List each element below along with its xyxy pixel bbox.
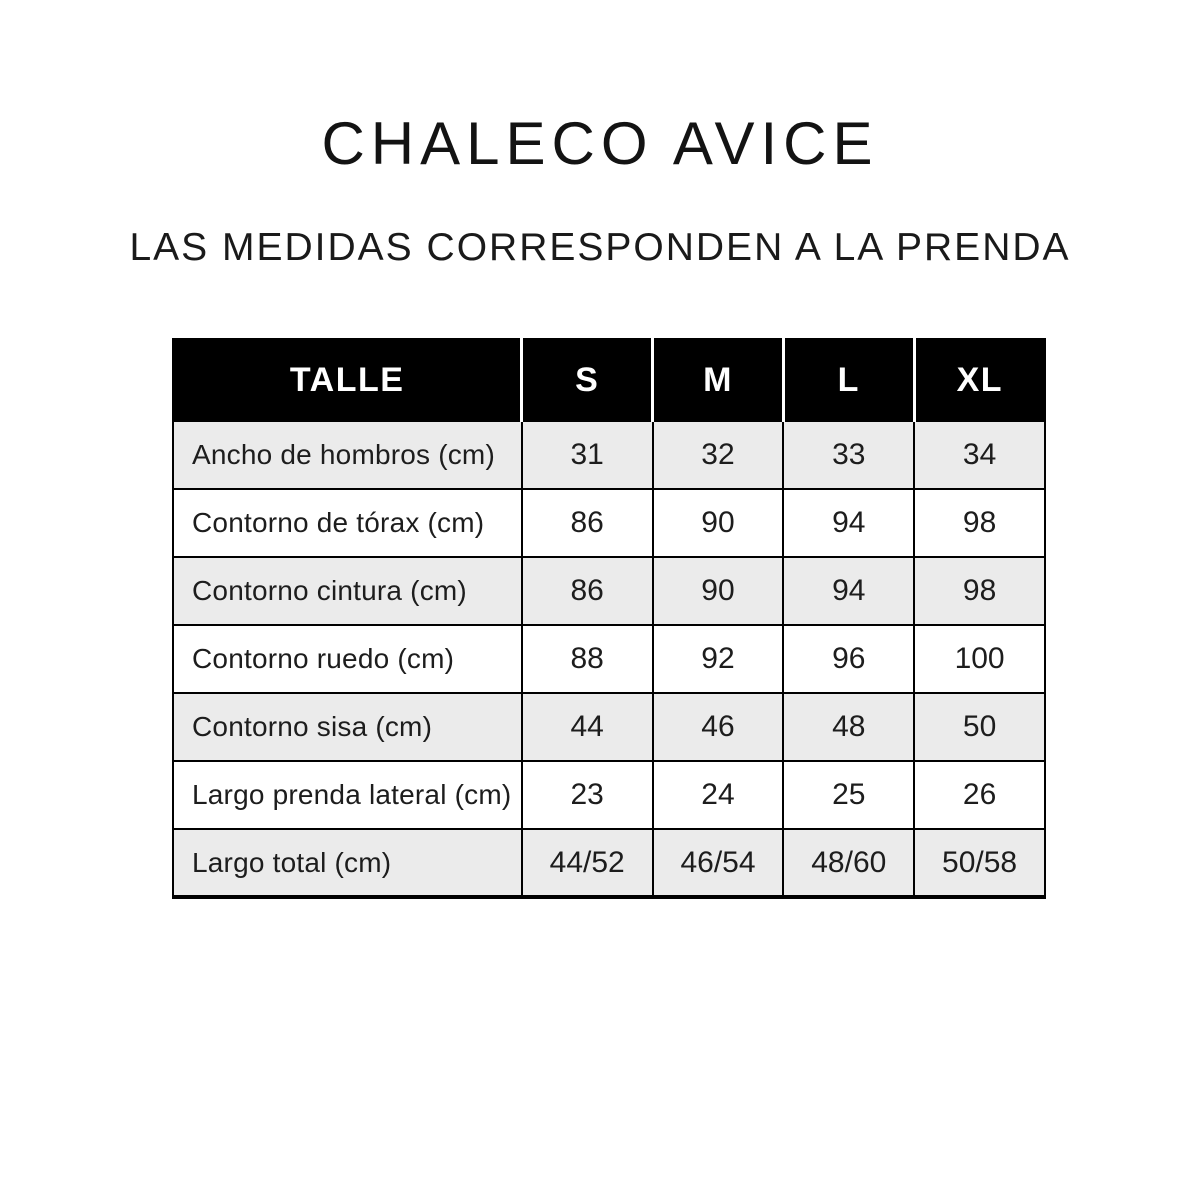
page-subtitle: LAS MEDIDAS CORRESPONDEN A LA PRENDA [129, 226, 1071, 269]
value-cell: 48 [783, 693, 914, 761]
value-cell: 32 [653, 421, 784, 489]
header-cell-size-l: L [783, 339, 914, 421]
table-row-ancho-hombros [173, 421, 1045, 489]
value-cell: 50 [914, 693, 1045, 761]
row-label: Largo total (cm) [173, 829, 522, 897]
value-cell: 33 [783, 421, 914, 489]
value-cell: 48/60 [783, 829, 914, 897]
table-header-row [173, 339, 1045, 421]
value-cell: 92 [653, 625, 784, 693]
header-cell-size-xl: XL [914, 339, 1045, 421]
header-cell-talle: TALLE [173, 339, 522, 421]
table-row-largo-total [173, 829, 1045, 897]
row-label: Contorno cintura (cm) [173, 557, 522, 625]
size-chart-table [172, 338, 1046, 899]
value-cell: 94 [783, 557, 914, 625]
value-cell: 98 [914, 489, 1045, 557]
header-cell-size-m: M [653, 339, 784, 421]
value-cell: 86 [522, 557, 653, 625]
row-label: Contorno ruedo (cm) [173, 625, 522, 693]
value-cell: 100 [914, 625, 1045, 693]
table-row-contorno-torax [173, 489, 1045, 557]
table-row-largo-prenda-lateral [173, 761, 1045, 829]
value-cell: 90 [653, 489, 784, 557]
value-cell: 44/52 [522, 829, 653, 897]
header-cell-size-s: S [522, 339, 653, 421]
value-cell: 23 [522, 761, 653, 829]
row-label: Contorno de tórax (cm) [173, 489, 522, 557]
row-label: Contorno sisa (cm) [173, 693, 522, 761]
value-cell: 90 [653, 557, 784, 625]
value-cell: 25 [783, 761, 914, 829]
row-label: Largo prenda lateral (cm) [173, 761, 522, 829]
value-cell: 46/54 [653, 829, 784, 897]
row-label: Ancho de hombros (cm) [173, 421, 522, 489]
value-cell: 46 [653, 693, 784, 761]
value-cell: 86 [522, 489, 653, 557]
page-title: CHALECO AVICE [321, 110, 879, 177]
value-cell: 96 [783, 625, 914, 693]
table-row-contorno-sisa [173, 693, 1045, 761]
table-row-contorno-cintura [173, 557, 1045, 625]
value-cell: 34 [914, 421, 1045, 489]
value-cell: 44 [522, 693, 653, 761]
table-row-contorno-ruedo [173, 625, 1045, 693]
value-cell: 24 [653, 761, 784, 829]
value-cell: 94 [783, 489, 914, 557]
value-cell: 26 [914, 761, 1045, 829]
size-chart-container [172, 338, 1046, 899]
value-cell: 98 [914, 557, 1045, 625]
value-cell: 88 [522, 625, 653, 693]
value-cell: 31 [522, 421, 653, 489]
value-cell: 50/58 [914, 829, 1045, 897]
